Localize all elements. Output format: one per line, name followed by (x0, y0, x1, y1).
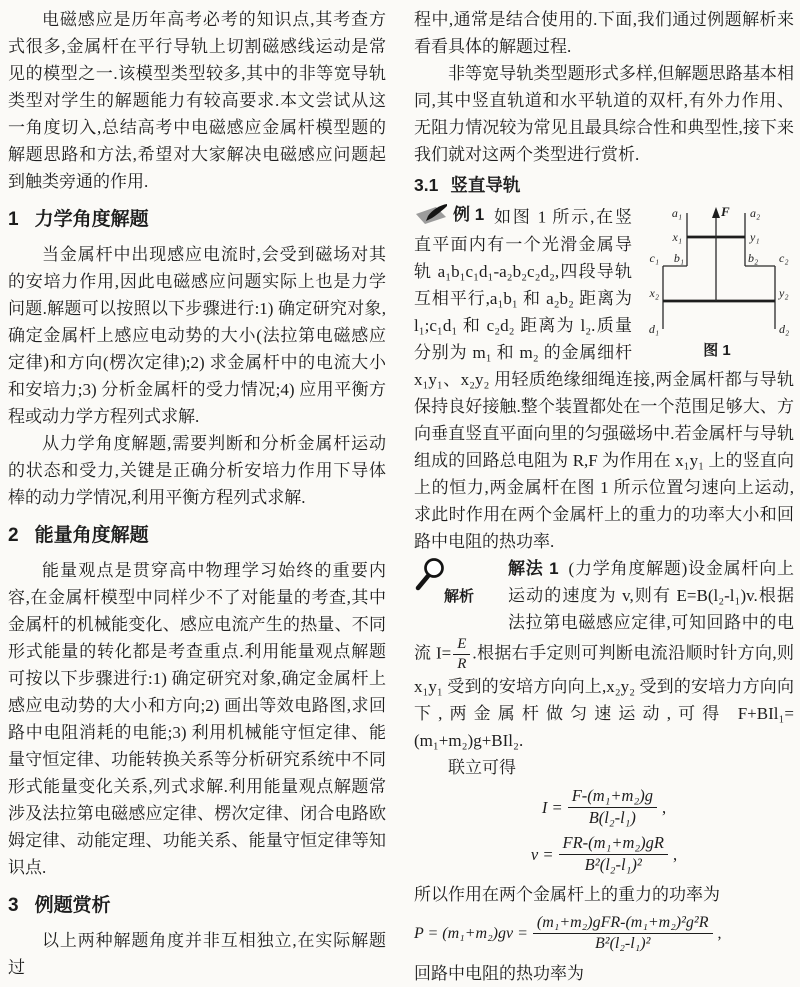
label-a1: a₁ (671, 206, 682, 220)
fraction-numerator: F-(m₁+m₂)g (568, 787, 657, 808)
label-y1: y₁ (750, 230, 760, 244)
subsection-number: 3.1 (414, 175, 439, 195)
fraction-denominator: B²(l₂-l₁)² (595, 935, 651, 953)
inline-fraction-E-over-R (453, 636, 470, 674)
equation-fraction (568, 787, 657, 828)
equation-lhs: v = (530, 844, 554, 864)
gravity-power-intro: 所以作用在两个金属杆上的重力的功率为 (414, 884, 720, 904)
example-block (414, 201, 794, 555)
right-column (414, 6, 794, 987)
intro-paragraph: 电磁感应是历年高考必考的知识点,其考查方式很多,金属杆在平行导轨上切割磁感线运动是常见的模型之一.该模型类型较多,其中的非等宽导轨类型对学生的解题能力有较高要求.本文尝试从这一角度切入,总结高考中电磁感应金属杆模型题的解题思路和方法,希望对大家解决电磁感应问题起到触类旁通的作用. (8, 10, 386, 191)
magnifier-handle (418, 576, 428, 588)
section1-paragraph-2: 从力学角度解题,需要判断和分析金属杆运动的状态和受力,关键是正确分析安培力作用下导体棒的动力学情况,利用平衡方程列式求解. (8, 434, 386, 507)
section-heading-2 (8, 524, 386, 548)
solution-text-before: (力学角度解题)设金属杆向上运动的速度为 v,则有 E=B(l₂-l₁)v.根据法拉第电磁感应定律,可知回路中的电流 I= (414, 558, 794, 663)
figure-caption: 图 1 (703, 342, 731, 359)
label-c1: c₁ (649, 251, 659, 265)
solution-icon-label: 解析 (444, 587, 475, 605)
magnifier-lens (426, 559, 443, 576)
fraction-denominator: B(l₂-l₁) (588, 807, 636, 827)
equation-gravity-power (414, 914, 794, 954)
subsection-heading-31 (414, 173, 794, 197)
section-number: 1 (8, 209, 19, 230)
label-d2: d₂ (779, 322, 790, 336)
subsection-title: 竖直导轨 (450, 175, 521, 195)
fraction-numerator: FR-(m₁+m₂)gR (559, 834, 668, 855)
fraction-numerator: E (453, 636, 470, 655)
section-number: 2 (8, 525, 19, 546)
label-b2: b₂ (748, 251, 759, 265)
joint-equations-intro: 联立可得 (448, 758, 516, 777)
example-text: 如图 1 所示,在竖直平面内有一个光滑金属导轨 a₁b₁c₁d₁-a₂b₂c₂d₂,四段导轨互相平行,a₁b₁ 和 a₂b₂ 距离为 l₁;c₁d₁ 和 c₂d₂ 距离为 l₂.质量分别为 m₁ 和 m₂ 的金属细杆 x₁y₁、x₂y₂ 用轻质绝缘细绳连接,两金属杆都与导轨保持良好接触.整个装置都处在一个范围足够大、方向垂直竖直平面向里的匀强磁场中.若金属杆与导轨组成的回路总电阻为 R,F 为作用在 x₁y₁ 上的竖直向上的恒力,两金属杆在图 1 所示位置匀速向上运动,求此时作用在两个金属杆上的重力的功率大小和回路中电阻的热功率. (414, 207, 794, 551)
label-x1: x₁ (672, 230, 682, 244)
solution-icon-box (414, 557, 502, 615)
solution-block (414, 555, 794, 987)
equation-lhs: I = (541, 797, 563, 817)
equation-fraction (533, 914, 713, 954)
overview-paragraph: 非等宽导轨类型题形式多样,但解题思路基本相同,其中竖直轨道和水平轨道的双杆,有外力作用、无阻力情况较为常见且最具综合性和典型性,接下来我们就对这两个类型进行赏析. (414, 64, 794, 164)
continuation-paragraph: 程中,通常是结合使用的.下面,我们通过例题解析来看看具体的解题过程. (414, 10, 794, 56)
label-b1: b₁ (673, 251, 684, 265)
example-lead (414, 201, 484, 228)
section-title: 例题赏析 (34, 895, 111, 916)
section2-paragraph-1: 能量观点是贯穿高中物理学习始终的重要内容,在金属杆模型中同样少不了对能量的考查,其中金属杆的机械能变化、感应电流产生的热量、不同形式能量的转化都是考查重点.利用能量观点解题可按以下步骤进行:1) 确定研究对象,确定金属杆上感应电动势的大小和方向;2) 画出等效电路图,求回路中电阻消耗的电能;3) 利用机械能守恒定律、能量守恒定律、功能转换关系等分析研究系统中不同形式能量变化关系,列式求解.利用能量观点解题常涉及法拉第电磁感应定律、楞次定律、闭合电路欧姆定律、动能定理、功能关系、能量守恒定律等知识点. (8, 561, 386, 877)
label-c2: c₂ (779, 251, 789, 265)
equation-current (414, 787, 794, 828)
solution-text-after: .根据右手定则可判断电流沿顺时针方向,则 x₁y₁ 受到的安培方向向上,x₂y₂ 受到的安培力方向向下,两金属杆做匀速运动,可得 F+BIl₁=(m₁+m₂)g+BIl₂. (414, 643, 795, 750)
example-label: 例 1 (453, 205, 485, 224)
fraction-numerator: (m₁+m₂)gFR-(m₁+m₂)²g²R (533, 914, 713, 934)
equation-lhs: P = (m₁+m₂)gv = (414, 925, 528, 943)
method-label: 解法 1 (508, 558, 559, 578)
force-arrowhead-icon (712, 207, 720, 218)
figure-1 (640, 203, 794, 360)
section-title: 力学角度解题 (34, 209, 149, 230)
section1-paragraph-1: 当金属杆中出现感应电流时,会受到磁场对其的安培力作用,因此电磁感应问题实际上也是力学问题.解题可以按照以下步骤进行:1) 确定研究对象,确定金属杆上感应电动势的大小(法拉第电磁感应定律)和方向(楞次定律);2) 求金属杆中的电流大小和安培力;3) 分析金属杆的受力情况;4) 应用平衡方程或动力学方程列式求解. (8, 245, 386, 426)
label-y2: y₂ (779, 286, 789, 300)
equation-fraction (559, 834, 668, 875)
label-d1: d₁ (648, 322, 659, 336)
left-column (8, 6, 386, 981)
section3-paragraph-1: 以上两种解题角度并非互相独立,在实际解题过 (8, 931, 386, 977)
equation-tail: , (661, 797, 667, 817)
equation-tail: , (672, 844, 678, 864)
equation-tail: , (717, 925, 722, 943)
section-heading-3 (8, 894, 386, 918)
fraction-denominator: R (457, 655, 467, 672)
section-title: 能量角度解题 (34, 525, 149, 546)
equation-velocity (414, 834, 794, 875)
section-number: 3 (8, 895, 19, 916)
fraction-denominator: B²(l₂-l₁)² (584, 854, 642, 874)
label-F: F (721, 204, 730, 219)
label-a2: a₂ (750, 206, 761, 220)
section-heading-1 (8, 208, 386, 232)
heat-power-intro: 回路中电阻的热功率为 (414, 963, 584, 983)
rail-track-figure (641, 203, 793, 337)
label-x2: x₂ (649, 286, 659, 300)
pen-writing-icon (414, 204, 448, 226)
